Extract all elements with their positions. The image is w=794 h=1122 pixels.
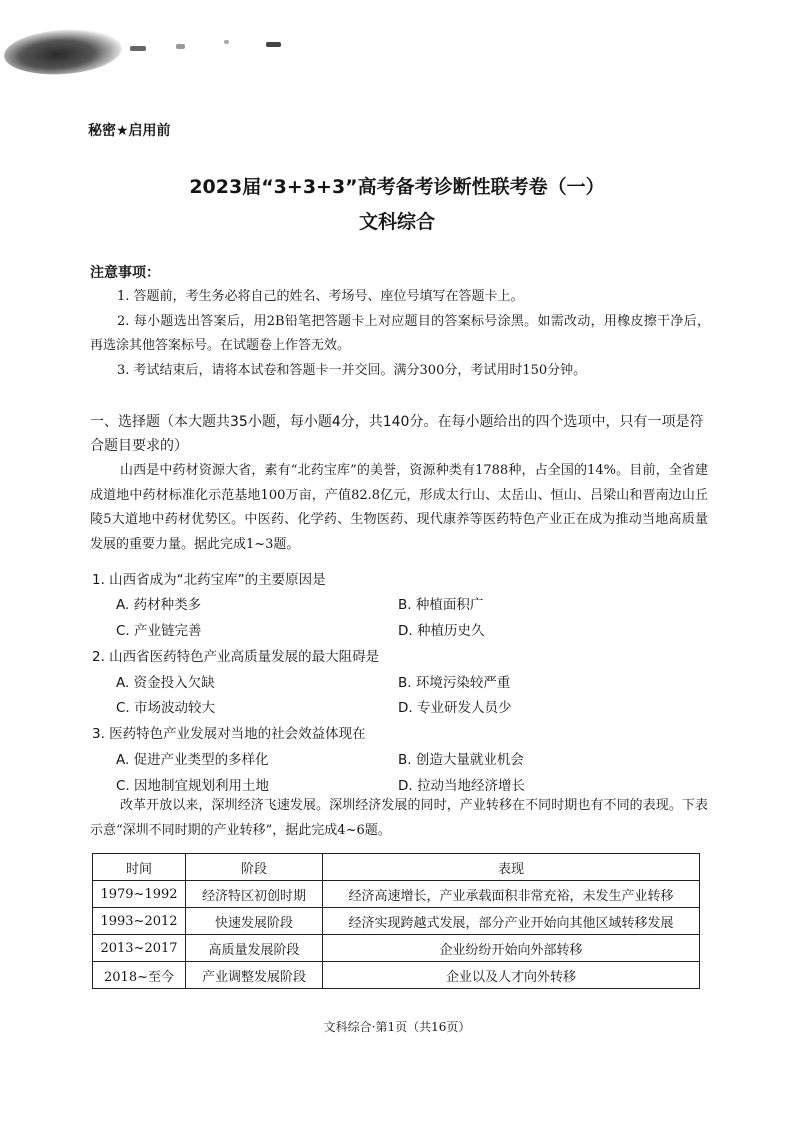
notice-item: 3. 考试结束后，请将本试卷和答题卡一并交回。满分300分，考试用时150分钟。 [117,363,587,378]
industry-transfer-table [92,853,700,989]
table-row [93,881,700,908]
notice-item: 2. 每小题选出答案后，用2B铅笔把答题卡上对应题目的答案标号涂黑。如需改动，用橡皮擦干净后，再选涂其他答案标号。在试题卷上作答无效。 [90,314,710,353]
scan-dash-mark [224,40,229,44]
question-2-option-b: B. 环境污染较严重 [398,675,511,691]
table-cell: 快速发展阶段 [186,908,323,935]
question-1-option-d: D. 种植历史久 [398,623,485,639]
table-cell: 2013~2017 [93,935,186,962]
question-2-option-a: A. 资金投入欠缺 [116,675,215,691]
table-header-cell: 表现 [323,854,700,881]
scan-smudge-mark [3,26,124,78]
passage-shanxi: 山西是中药材资源大省，素有“北药宝库”的美誉，资源种类有1788种，占全国的14%。目前，全省建成道地中药材标准化示范基地100万亩，产值82.8亿元，形成太行山、太岳山、恒山、吕梁山和晋南边山丘陵5大道地中药材优势区。中医药、化学药、生物医药、现代康养等医药特色产业正在成为推动当地高质量发展的重要力量。据此完成1~3题。 [90,463,708,552]
question-3-option-b: B. 创造大量就业机会 [398,752,524,768]
table-header-cell: 时间 [93,854,186,881]
table-cell: 经济高速增长，产业承载面积非常充裕，未发生产业转移 [323,881,700,908]
table-cell: 产业调整发展阶段 [186,962,323,989]
table-cell: 企业纷纷开始向外部转移 [323,935,700,962]
question-3-option-d: D. 拉动当地经济增长 [398,778,525,794]
question-2-option-d: D. 专业研发人员少 [398,700,512,716]
notice-heading: 注意事项： [90,265,160,281]
section-heading: 一、选择题（本大题共35小题，每小题4分，共140分。在每小题给出的四个选项中，只有一项是符合题目要求的） [90,414,704,454]
scan-dash-mark [176,44,185,49]
table-header-cell: 阶段 [186,854,323,881]
confidentiality-label: 秘密★启用前 [88,123,171,139]
question-1-option-c: C. 产业链完善 [116,623,202,639]
exam-title: 2023届“3+3+3”高考备考诊断性联考卷（一） [189,176,605,198]
passage-shenzhen: 改革开放以来，深圳经济飞速发展。深圳经济发展的同时，产业转移在不同时期也有不同的表现。下表示意“深圳不同时期的产业转移”，据此完成4~6题。 [90,798,708,838]
question-1-stem: 1. 山西省成为“北药宝库”的主要原因是 [92,572,326,588]
scan-dash-mark [130,46,146,51]
table-cell: 1993~2012 [93,908,186,935]
question-2-stem: 2. 山西省医药特色产业高质量发展的最大阻碍是 [92,649,380,665]
table-cell: 经济实现跨越式发展，部分产业开始向其他区域转移发展 [323,908,700,935]
table-row [93,908,700,935]
exam-subject: 文科综合 [358,211,435,233]
table-cell: 2018~至今 [93,962,186,989]
question-3-option-a: A. 促进产业类型的多样化 [116,752,269,768]
scan-dash-mark [266,42,281,47]
table-cell: 1979~1992 [93,881,186,908]
table-cell: 经济特区初创时期 [186,881,323,908]
table-row [93,935,700,962]
notice-item: 1. 答题前，考生务必将自己的姓名、考场号、座位号填写在答题卡上。 [117,289,524,304]
table-cell: 企业以及人才向外转移 [323,962,700,989]
table-header-row [93,854,700,881]
question-1-option-b: B. 种植面积广 [398,597,484,613]
question-3-stem: 3. 医药特色产业发展对当地的社会效益体现在 [92,726,366,742]
question-1-option-a: A. 药材种类多 [116,597,202,613]
table-row [93,962,700,989]
page-footer: 文科综合·第1页（共16页） [323,1020,471,1034]
question-2-option-c: C. 市场波动较大 [116,700,216,716]
question-3-option-c: C. 因地制宜规划利用土地 [116,778,270,794]
table-cell: 高质量发展阶段 [186,935,323,962]
